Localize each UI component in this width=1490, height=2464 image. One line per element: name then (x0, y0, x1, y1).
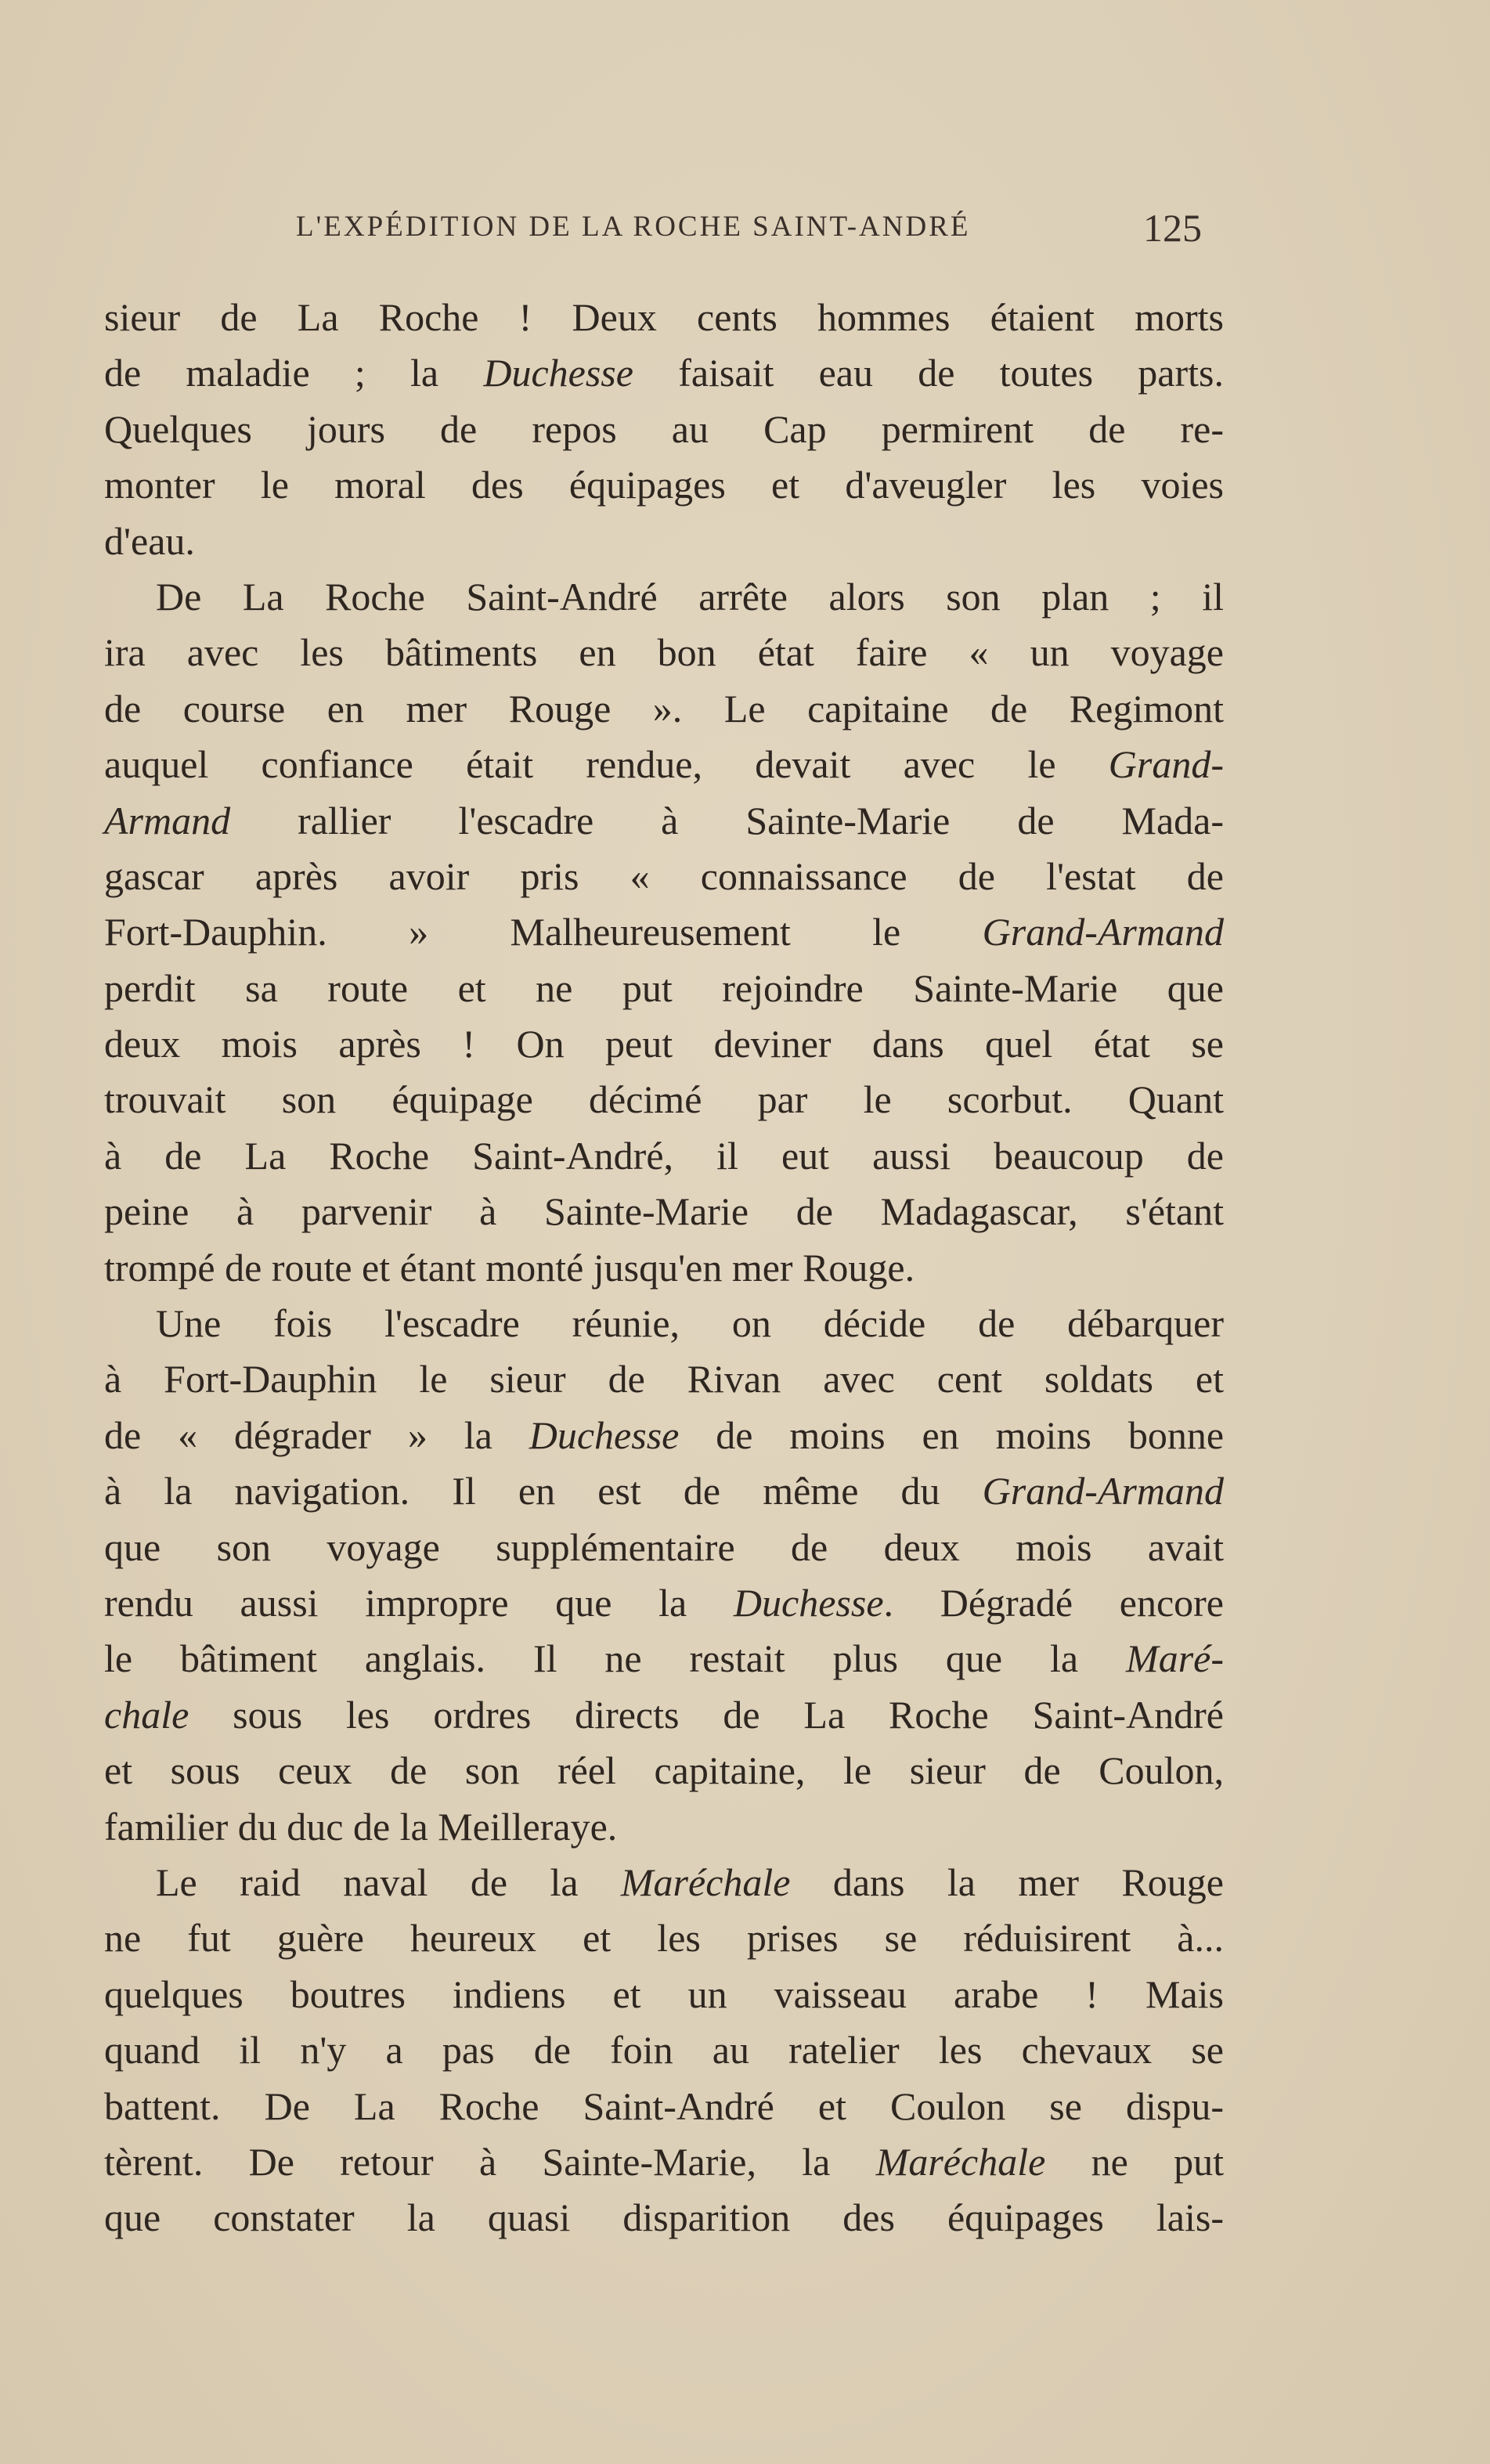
text-line (104, 737, 1224, 792)
text-segment: de « dégrader » la (104, 1412, 529, 1457)
text-segment: peine à parvenir à Sainte-Marie de Madagascar, s'étant (104, 1189, 1224, 1234)
text-segment: trompé de route et étant monté jusqu'en mer Rouge. (104, 1245, 915, 1290)
text-segment: que constater la quasi disparition des équipages lais- (104, 2195, 1224, 2240)
text-segment: à la navigation. Il en est de même du (104, 1469, 983, 1513)
text-line (104, 1408, 1224, 1463)
text-line (104, 457, 1224, 513)
text-line (104, 514, 1224, 569)
text-line (104, 2190, 1224, 2246)
text-line (104, 1631, 1224, 1687)
text-line (104, 1296, 1224, 1351)
text-segment: quelques boutres indiens et un vaisseau arabe ! Mais (104, 1972, 1224, 2016)
text-line (104, 402, 1224, 457)
text-segment: Une fois l'escadre réunie, on décide de débarquer (156, 1301, 1224, 1346)
text-segment: que son voyage supplémentaire de deux mois avait (104, 1524, 1224, 1569)
text-segment: de moins en moins bonne (679, 1412, 1225, 1457)
text-segment: rendu aussi impropre que la (104, 1580, 734, 1625)
italic-text: Grand-Armand (982, 1469, 1224, 1513)
text-line (104, 290, 1224, 345)
text-segment: ne put (1045, 2139, 1224, 2184)
text-line (104, 1128, 1224, 1184)
text-segment: Fort-Dauphin. » Malheureusement le (104, 910, 983, 954)
text-line (104, 904, 1224, 960)
italic-text: Duchesse (733, 1580, 884, 1625)
text-line (104, 1184, 1224, 1239)
text-segment: le bâtiment anglais. Il ne restait plus que la (104, 1636, 1127, 1681)
italic-text: Maré- (1126, 1636, 1224, 1681)
text-segment: sieur de La Roche ! Deux cents hommes étaient morts (104, 295, 1224, 339)
text-segment: monter le moral des équipages et d'aveugler les voies (104, 463, 1224, 507)
text-segment: ne fut guère heureux et les prises se réduisirent à... (104, 1916, 1224, 1961)
text-segment: ira avec les bâtiments en bon état faire « un voyage (104, 630, 1224, 675)
text-line (104, 1855, 1224, 1910)
text-line (104, 1910, 1224, 1966)
text-line (104, 1520, 1224, 1575)
text-segment: et sous ceux de son réel capitaine, le sieur de Coulon, (104, 1748, 1224, 1793)
text-segment: rallier l'escadre à Sainte-Marie de Mada- (230, 798, 1224, 842)
text-segment: battent. De La Roche Saint-André et Coulon se dispu- (104, 2083, 1224, 2128)
text-line (104, 2022, 1224, 2078)
text-segment: De La Roche Saint-André arrête alors son plan ; il (156, 574, 1224, 619)
text-segment: Le raid naval de la (156, 1860, 621, 1904)
text-segment: . Dégradé encore (883, 1580, 1224, 1625)
running-title: L'EXPÉDITION DE LA ROCHE SAINT-ANDRÉ (296, 211, 971, 243)
italic-text: Grand- (1108, 742, 1224, 787)
text-line (104, 1743, 1224, 1798)
text-line (104, 1072, 1224, 1127)
text-segment: tèrent. De retour à Sainte-Marie, la (104, 2139, 876, 2184)
text-segment: deux mois après ! On peut deviner dans quel état se (104, 1022, 1224, 1066)
italic-text: chale (104, 1692, 189, 1737)
text-segment: quand il n'y a pas de foin au ratelier les chevaux se (104, 2028, 1224, 2073)
italic-text: Duchesse (529, 1412, 680, 1457)
text-segment: auquel confiance était rendue, devait avec le (104, 742, 1109, 787)
italic-text: Maréchale (875, 2139, 1046, 2184)
text-line (104, 2134, 1224, 2190)
text-segment: familier du duc de la Meilleraye. (104, 1804, 618, 1849)
text-line (104, 625, 1224, 680)
text-line (104, 345, 1224, 401)
text-line (104, 1575, 1224, 1631)
text-line (104, 849, 1224, 904)
text-segment: dans la mer Rouge (790, 1860, 1224, 1904)
text-line (104, 1016, 1224, 1072)
text-segment: faisait eau de toutes parts. (633, 351, 1225, 395)
text-segment: d'eau. (104, 518, 195, 563)
text-segment: trouvait son équipage décimé par le scorbut. Quant (104, 1077, 1224, 1122)
text-line (104, 2079, 1224, 2134)
text-line (104, 1463, 1224, 1519)
text-line (104, 793, 1224, 849)
text-segment: à de La Roche Saint-André, il eut aussi beaucoup de (104, 1133, 1224, 1178)
italic-text: Armand (104, 798, 231, 842)
italic-text: Duchesse (483, 351, 633, 395)
body-text (104, 290, 1224, 2246)
text-line (104, 569, 1224, 625)
text-segment: perdit sa route et ne put rejoindre Sainte-Marie que (104, 965, 1224, 1010)
text-segment: de maladie ; la (104, 351, 484, 395)
text-line (104, 681, 1224, 737)
page-number: 125 (1143, 206, 1202, 250)
text-line (104, 1351, 1224, 1407)
text-line (104, 1799, 1224, 1855)
text-line (104, 1687, 1224, 1743)
text-line (104, 1967, 1224, 2022)
italic-text: Grand-Armand (982, 910, 1224, 954)
text-segment: gascar après avoir pris « connaissance de l'estat de (104, 853, 1224, 898)
text-line (104, 1240, 1224, 1296)
text-segment: Quelques jours de repos au Cap permirent de re- (104, 406, 1224, 451)
text-line (104, 961, 1224, 1016)
text-segment: sous les ordres directs de La Roche Saint-André (189, 1692, 1224, 1737)
italic-text: Maréchale (620, 1860, 791, 1904)
text-segment: à Fort-Dauphin le sieur de Rivan avec cent soldats et (104, 1357, 1224, 1402)
text-segment: de course en mer Rouge ». Le capitaine de Regimont (104, 686, 1224, 731)
